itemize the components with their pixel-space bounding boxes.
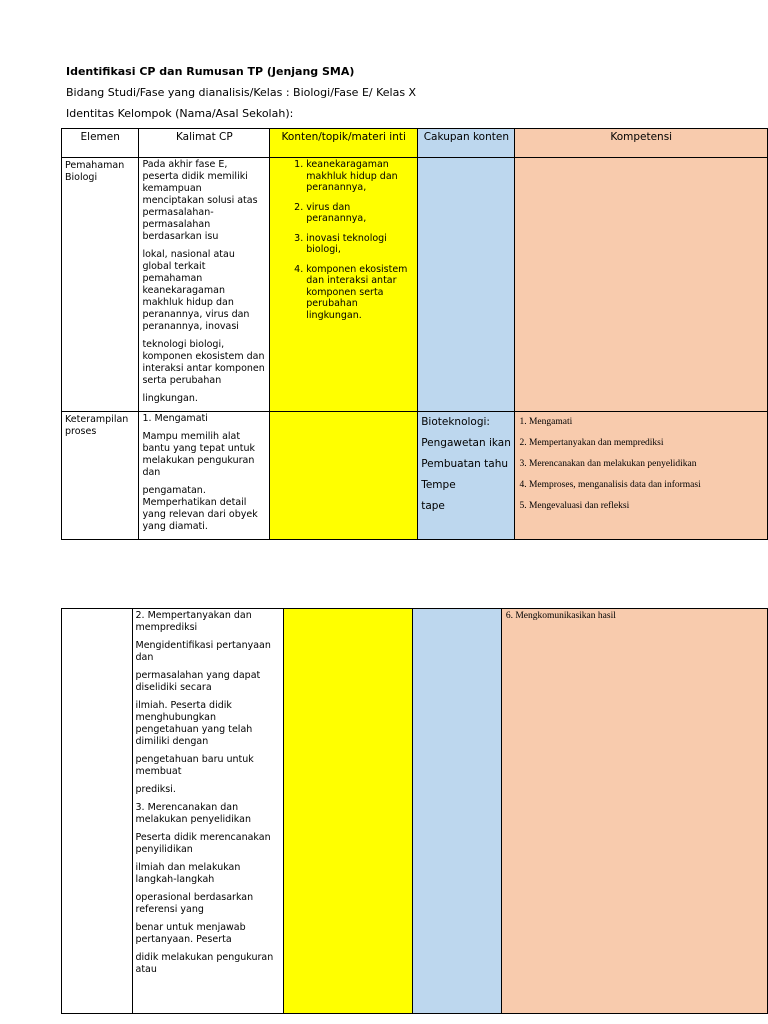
cp-paragraph: lokal, nasional atau global terkait pemahaman keanekaragaman makhluk hidup dan peranannya, virus dan peranannya, inovasi bbox=[142, 249, 250, 332]
cakupan-item: tape bbox=[421, 500, 445, 512]
konten-item: 2. virus dan peranannya, bbox=[306, 202, 413, 225]
cp-analysis-table-continued bbox=[61, 608, 768, 1014]
cell-konten bbox=[270, 412, 418, 540]
subject-line: Bidang Studi/Fase yang dianalisis/Kelas : Biologi/Fase E/ Kelas X bbox=[66, 86, 417, 99]
cp-paragraph: prediksi. bbox=[135, 784, 176, 795]
document-title: Identifikasi CP dan Rumusan TP (Jenjang SMA) bbox=[66, 65, 355, 78]
kompetensi-item: 5. Mengevaluasi dan refleksi bbox=[519, 501, 630, 511]
cp-paragraph: teknologi biologi, komponen ekosistem dan interaksi antar komponen serta perubahan bbox=[142, 339, 265, 386]
kompetensi-item: 2. Mempertanyakan dan memprediksi bbox=[519, 438, 664, 448]
cp-paragraph: lingkungan. bbox=[142, 393, 198, 404]
col-header-konten: Konten/topik/materi inti bbox=[270, 129, 418, 158]
cell-cakupan bbox=[413, 609, 502, 1014]
col-header-elemen: Elemen bbox=[62, 129, 139, 158]
cell-kompetensi bbox=[501, 609, 767, 1014]
cp-paragraph: Peserta didik merencanakan penyilidikan bbox=[135, 832, 271, 855]
cell-kalimat-cp bbox=[139, 412, 270, 540]
cakupan-item: Tempe bbox=[421, 479, 456, 491]
cell-kompetensi bbox=[515, 158, 768, 412]
cell-kalimat-cp bbox=[132, 609, 283, 1014]
konten-item: 4. komponen ekosistem dan interaksi antar komponen serta perubahan lingkungan. bbox=[306, 264, 413, 322]
col-header-cakupan: Cakupan konten bbox=[418, 129, 515, 158]
konten-item: 3. inovasi teknologi biologi, bbox=[306, 233, 413, 256]
kompetensi-item: 1. Mengamati bbox=[519, 417, 573, 427]
cp-paragraph: 1. Mengamati bbox=[142, 413, 208, 424]
cp-paragraph: ilmiah dan melakukan langkah-langkah bbox=[135, 862, 241, 885]
table-row bbox=[62, 412, 768, 540]
cp-paragraph: 3. Merencanakan dan melakukan penyelidikan bbox=[135, 802, 251, 825]
cp-paragraph: Pada akhir fase E, peserta didik memiliki kemampuan menciptakan solusi atas permasalahan-permasalahan berdasarkan isu bbox=[142, 159, 258, 242]
cakupan-item: Pengawetan ikan bbox=[421, 437, 511, 449]
table-row bbox=[62, 609, 768, 1014]
cp-paragraph: permasalahan yang dapat diselidiki secara bbox=[135, 670, 261, 693]
cell-cakupan bbox=[418, 412, 515, 540]
table-header-row bbox=[62, 129, 768, 158]
konten-item: 1. keanekaragaman makhluk hidup dan peranannya, bbox=[306, 159, 413, 194]
cell-kompetensi bbox=[515, 412, 768, 540]
cakupan-item: Bioteknologi: bbox=[421, 416, 490, 428]
cp-analysis-table bbox=[61, 128, 768, 540]
cp-paragraph: ilmiah. Peserta didik menghubungkan pengetahuan yang telah dimiliki dengan bbox=[135, 700, 253, 747]
col-header-kalimat-cp: Kalimat CP bbox=[139, 129, 270, 158]
group-identity-line: Identitas Kelompok (Nama/Asal Sekolah): bbox=[66, 107, 294, 120]
kompetensi-item: 3. Merencanakan dan melakukan penyelidikan bbox=[519, 459, 697, 469]
cp-paragraph: operasional berdasarkan referensi yang bbox=[135, 892, 254, 915]
cakupan-item: Pembuatan tahu bbox=[421, 458, 509, 470]
cell-cakupan bbox=[418, 158, 515, 412]
cell-kalimat-cp bbox=[139, 158, 270, 412]
cell-elemen: Pemahaman Biologi bbox=[62, 158, 139, 412]
col-header-kompetensi: Kompetensi bbox=[515, 129, 768, 158]
cell-elemen: Keterampilan proses bbox=[62, 412, 139, 540]
kompetensi-item: 4. Memproses, menganalisis data dan informasi bbox=[519, 480, 701, 490]
cell-elemen bbox=[62, 609, 133, 1014]
kompetensi-item: 6. Mengkomunikasikan hasil bbox=[505, 611, 616, 621]
cell-konten bbox=[283, 609, 413, 1014]
cp-paragraph: benar untuk menjawab pertanyaan. Peserta bbox=[135, 922, 246, 945]
cp-paragraph: pengetahuan baru untuk membuat bbox=[135, 754, 254, 777]
cp-paragraph: didik melakukan pengukuran atau bbox=[135, 952, 274, 975]
cp-paragraph: 2. Mempertanyakan dan memprediksi bbox=[135, 610, 252, 633]
konten-list bbox=[270, 159, 417, 321]
cell-konten bbox=[270, 158, 418, 412]
table-row bbox=[62, 158, 768, 412]
cp-paragraph: pengamatan. Memperhatikan detail yang relevan dari obyek yang diamati. bbox=[142, 485, 258, 532]
cp-paragraph: Mengidentifikasi pertanyaan dan bbox=[135, 640, 271, 663]
cp-paragraph: Mampu memilih alat bantu yang tepat untuk melakukan pengukuran dan bbox=[142, 431, 256, 478]
